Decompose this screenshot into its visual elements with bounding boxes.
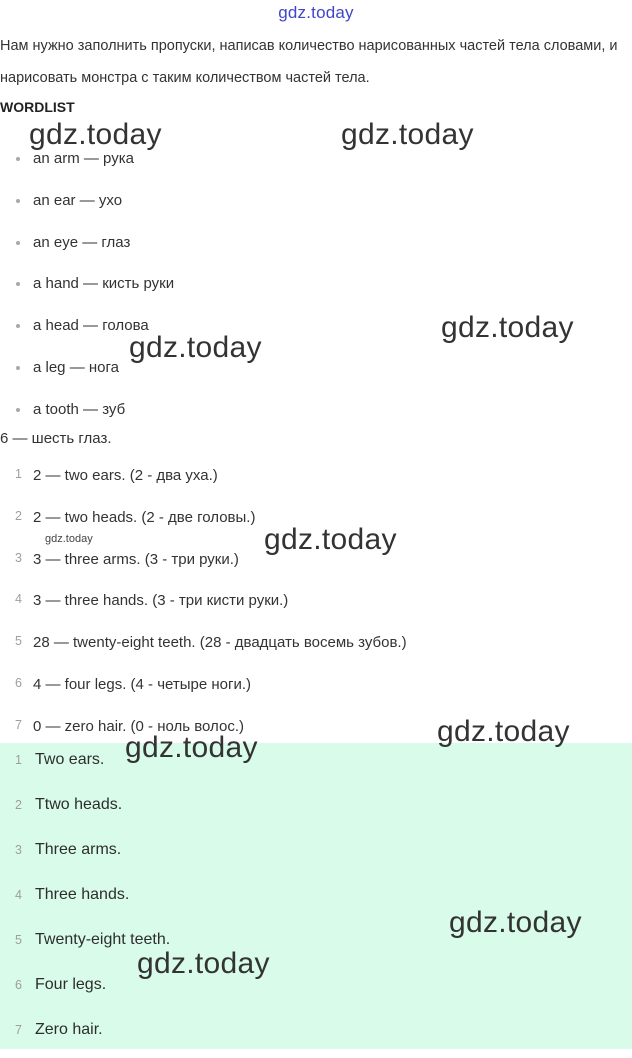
bullet-icon xyxy=(16,408,20,412)
answer-line: 6 — шесть глаз. xyxy=(0,430,112,447)
item-text: 3 — three hands. (3 - три кисти руки.) xyxy=(33,592,289,610)
list-item: a tooth — зуб xyxy=(0,389,174,431)
watermark: gdz.today xyxy=(341,118,474,151)
watermark: gdz.today xyxy=(29,118,162,151)
item-text: Ttwo heads. xyxy=(35,796,123,813)
site-logo[interactable]: gdz.today xyxy=(278,3,354,22)
watermark: gdz.today xyxy=(449,906,582,939)
watermark: gdz.today xyxy=(264,523,397,556)
watermark: gdz.today xyxy=(441,311,574,344)
list-item: a hand — кисть руки xyxy=(0,263,174,305)
item-number: 6 xyxy=(15,675,22,690)
item-number: 7 xyxy=(15,717,22,732)
item-text: 4 — four legs. (4 - четыре ноги.) xyxy=(33,675,252,693)
intro-text: Нам нужно заполнить пропуски, написав количество нарисованных частей тела словами, и нарисовать монстра с таким количеством частей тела. xyxy=(0,38,618,86)
item-number: 1 xyxy=(15,467,22,481)
item-number: 5 xyxy=(15,933,22,947)
item-number: 4 xyxy=(15,888,22,902)
item-number: 7 xyxy=(15,1023,22,1037)
list-item: an arm — рука xyxy=(0,138,174,180)
watermark: gdz.today xyxy=(137,947,270,980)
item-text: 2 — two heads. (2 - две головы.) xyxy=(33,508,256,526)
watermark: gdz.today xyxy=(129,331,262,364)
item-text: Twenty-eight teeth. xyxy=(35,931,171,948)
bullet-icon xyxy=(16,241,20,245)
watermark: gdz.today xyxy=(125,731,258,764)
item-text: 3 — three arms. (3 - три руки.) xyxy=(33,550,239,568)
item-text: 2 — two ears. (2 - два уха.) xyxy=(33,467,218,484)
list-item: an ear — ухо xyxy=(0,180,174,222)
item-text: 0 — zero hair. (0 - ноль волос.) xyxy=(33,717,244,735)
item-number: 3 xyxy=(15,550,22,565)
item-text: Three hands. xyxy=(35,886,130,903)
bullet-icon xyxy=(16,282,20,286)
item-number: 3 xyxy=(15,843,22,857)
item-number: 1 xyxy=(15,753,22,767)
list-item: a leg — нога xyxy=(0,347,174,389)
item-number: 4 xyxy=(15,592,22,607)
item-text: Two ears. xyxy=(35,751,105,768)
item-text: 28 — twenty-eight teeth. (28 - двадцать восемь зубов.) xyxy=(33,634,407,652)
list-item: a head — голова xyxy=(0,305,174,347)
bullet-icon xyxy=(16,157,20,161)
list-item: an eye — глаз xyxy=(0,222,174,264)
item-number: 6 xyxy=(15,978,22,992)
wordlist xyxy=(0,138,174,431)
item-text: Three arms. xyxy=(35,841,122,858)
item-number: 5 xyxy=(15,634,22,649)
wordlist-title: WORDLIST xyxy=(0,99,75,115)
item-number: 2 xyxy=(15,508,22,523)
item-number: 2 xyxy=(15,798,22,812)
item-text: Zero hair. xyxy=(35,1021,103,1038)
bullet-icon xyxy=(16,366,20,370)
item-text: Four legs. xyxy=(35,976,107,993)
bullet-icon xyxy=(16,199,20,203)
watermark: gdz.today xyxy=(45,533,93,545)
bullet-icon xyxy=(16,324,20,328)
watermark: gdz.today xyxy=(437,715,570,748)
